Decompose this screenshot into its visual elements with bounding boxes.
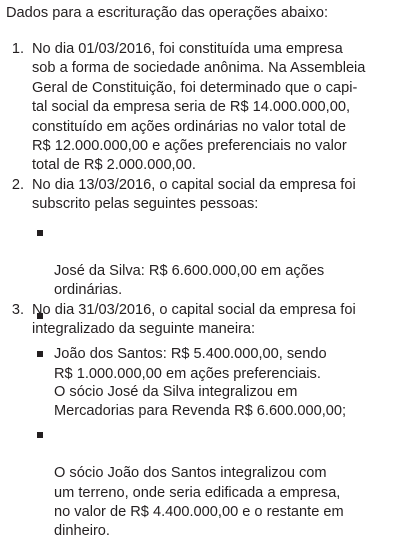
list-item-1	[6, 40, 398, 176]
bullet-item	[54, 344, 398, 422]
list-number: 2.	[11, 177, 24, 193]
bullet-item	[54, 425, 398, 541]
square-bullet-icon	[37, 351, 43, 357]
list-item-text: No dia 31/03/2016, o capital social da empresa foi integralizado da seguinte maneira:	[32, 302, 356, 338]
bullet-item	[54, 223, 398, 301]
bullet-text: José da Silva: R$ 6.600.000,00 em ações ordinárias.	[54, 262, 325, 299]
intro-text: Dados para a escrituração das operações abaixo:	[6, 5, 329, 21]
bullet-text: O sócio José da Silva integralizou em Mercadorias para Revenda R$ 6.600.000,00;	[54, 383, 347, 420]
list-item-3	[6, 301, 398, 542]
list-item-text: No dia 13/03/2016, o capital social da empresa foi subscrito pelas seguintes pessoas:	[32, 177, 356, 213]
bullet-text: O sócio João dos Santos integralizou com um terreno, onde seria edificada a empresa, no valor de R$ 4.400.000,00 e o restante em dinheiro.	[54, 465, 344, 540]
bullet-text: João dos Santos: R$ 5.400.000,00, sendo R$ 1.000.000,00 em ações preferenciais.	[54, 346, 327, 382]
square-bullet-icon	[37, 230, 43, 236]
list-number: 1.	[11, 41, 24, 57]
square-bullet-icon	[37, 432, 43, 438]
list-item-text: No dia 01/03/2016, foi constituída uma empresa sob a forma de sociedade anônima. Na Assembleia Geral de Constituição, foi determinado que o capi- tal social da empresa seria de R$ 14.000.000,00, constituído em ações ordinárias no valor total de R$ 12.000.000,00 e ações preferenciais no valor total de R$ 2.000.000,00.	[32, 41, 366, 174]
list-number: 3.	[11, 302, 24, 318]
